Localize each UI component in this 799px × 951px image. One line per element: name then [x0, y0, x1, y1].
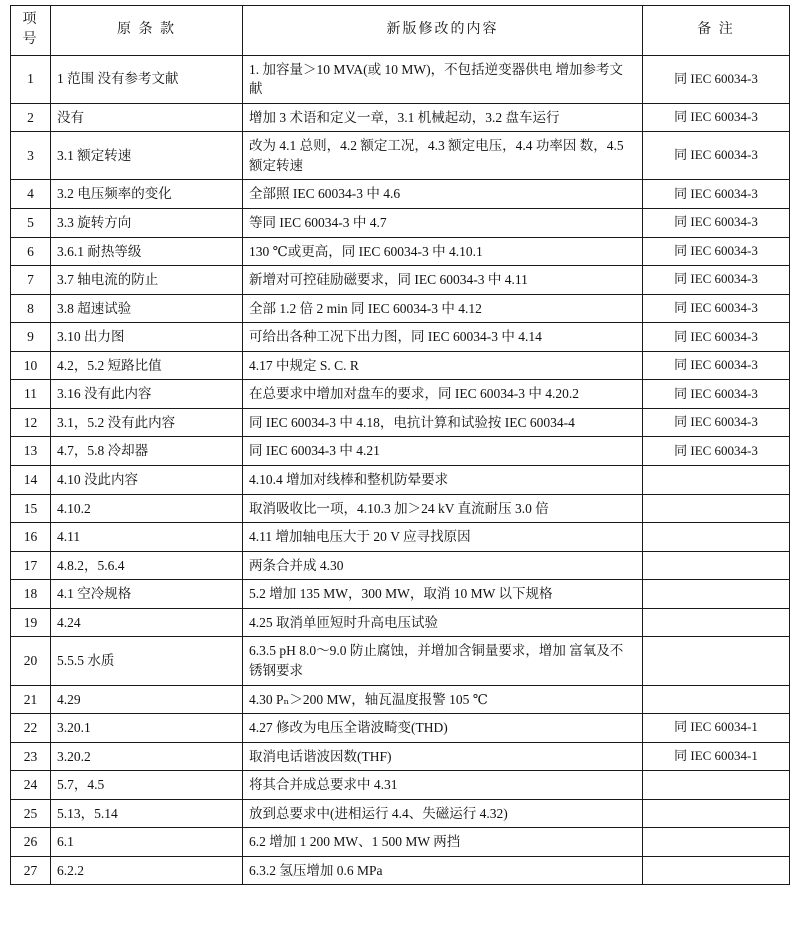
cell-original-clause — [51, 771, 243, 800]
cell-original-clause-text: 4.1 空冷规格 — [57, 586, 132, 602]
cell-item-number-text: 6 — [27, 243, 34, 259]
cell-item-number-text: 23 — [23, 748, 38, 764]
cell-remark-text: 同 IEC 60034-3 — [674, 70, 758, 86]
cell-remark-text: 同 IEC 60034-3 — [674, 271, 758, 287]
cell-item-number-text: 8 — [27, 300, 34, 316]
cell-original-clause — [51, 828, 243, 857]
cell-remark-text: 同 IEC 60034-3 — [674, 328, 758, 344]
cell-modified-content-text: 新增对可控硅励磁要求，同 IEC 60034-3 中 4.11 — [249, 272, 528, 288]
cell-modified-content-text: 4.27 修改为电压全谐波畸变(THD) — [249, 720, 448, 736]
cell-modified-content — [243, 637, 643, 685]
cell-remark — [643, 294, 790, 323]
cell-modified-content — [243, 55, 643, 103]
cell-item-number — [11, 408, 51, 437]
cell-modified-content-text: 取消吸收比一项，4.10.3 加＞24 kV 直流耐压 3.0 倍 — [249, 500, 549, 516]
cell-remark — [643, 208, 790, 237]
cell-item-number-text: 12 — [23, 414, 38, 430]
table-row — [11, 380, 790, 409]
table-row — [11, 180, 790, 209]
cell-item-number-text: 21 — [23, 691, 38, 707]
column-header-remarks: 备 注 — [643, 6, 790, 56]
cell-modified-content-text: 1. 加容量＞10 MVA(或 10 MW)，不包括逆变器供电 增加参考文献 — [249, 61, 623, 97]
cell-original-clause-text: 3.3 旋转方向 — [57, 214, 132, 230]
table-row — [11, 103, 790, 132]
cell-remark — [643, 237, 790, 266]
cell-original-clause — [51, 685, 243, 714]
table-row — [11, 714, 790, 743]
table-row — [11, 408, 790, 437]
cell-item-number-text: 5 — [27, 214, 34, 230]
table-row — [11, 266, 790, 295]
cell-item-number — [11, 580, 51, 609]
cell-remark-text: 同 IEC 60034-3 — [674, 442, 758, 458]
cell-original-clause — [51, 714, 243, 743]
cell-remark — [643, 132, 790, 180]
cell-modified-content-text: 4.30 Pₙ＞200 MW，轴瓦温度报警 105 ℃ — [249, 691, 488, 707]
cell-original-clause — [51, 799, 243, 828]
cell-item-number — [11, 437, 51, 466]
cell-modified-content-text: 4.11 增加轴电压大于 20 V 应寻找原因 — [249, 529, 471, 545]
cell-remark — [643, 608, 790, 637]
cell-original-clause-text: 3.7 轴电流的防止 — [57, 272, 159, 288]
cell-modified-content — [243, 714, 643, 743]
table-row — [11, 208, 790, 237]
cell-modified-content — [243, 856, 643, 885]
cell-original-clause-text: 3.2 电压频率的变化 — [57, 186, 172, 202]
cell-item-number-text: 19 — [23, 614, 38, 630]
cell-remark — [643, 437, 790, 466]
table-row — [11, 551, 790, 580]
cell-item-number — [11, 742, 51, 771]
cell-original-clause-text: 6.2.2 — [57, 862, 84, 878]
cell-modified-content — [243, 580, 643, 609]
cell-original-clause — [51, 132, 243, 180]
cell-remark — [643, 466, 790, 495]
cell-modified-content — [243, 132, 643, 180]
cell-original-clause-text: 4.29 — [57, 691, 81, 707]
cell-item-number-text: 9 — [27, 329, 34, 345]
cell-remark — [643, 551, 790, 580]
cell-item-number — [11, 494, 51, 523]
cell-modified-content — [243, 408, 643, 437]
cell-remark — [643, 351, 790, 380]
cell-original-clause — [51, 294, 243, 323]
cell-remark — [643, 494, 790, 523]
cell-modified-content — [243, 771, 643, 800]
cell-original-clause-text: 4.11 — [57, 529, 81, 545]
cell-modified-content — [243, 237, 643, 266]
table-row — [11, 323, 790, 352]
cell-remark — [643, 799, 790, 828]
cell-modified-content-text: 可给出各种工况下出力图，同 IEC 60034-3 中 4.14 — [249, 329, 542, 345]
cell-modified-content-text: 取消电话谐波因数(THF) — [249, 748, 392, 764]
cell-item-number — [11, 856, 51, 885]
cell-original-clause-text: 1 范围 没有参考文献 — [57, 71, 179, 87]
cell-modified-content-text: 等同 IEC 60034-3 中 4.7 — [249, 214, 387, 230]
cell-original-clause — [51, 55, 243, 103]
cell-remark-text: 同 IEC 60034-1 — [674, 748, 758, 764]
cell-item-number — [11, 551, 51, 580]
cell-item-number — [11, 380, 51, 409]
column-header-no: 项号 — [11, 6, 51, 56]
cell-modified-content-text: 6.3.5 pH 8.0～9.0 防止腐蚀，并增加含铜量要求，增加 富氧及不锈钢要求 — [249, 643, 624, 678]
cell-item-number-text: 7 — [27, 272, 34, 288]
cell-modified-content — [243, 466, 643, 495]
cell-remark-text: 同 IEC 60034-3 — [674, 147, 758, 163]
cell-remark — [643, 771, 790, 800]
cell-item-number — [11, 180, 51, 209]
cell-modified-content-text: 4.25 取消单匝短时升高电压试验 — [249, 614, 438, 630]
cell-modified-content — [243, 351, 643, 380]
cell-original-clause — [51, 103, 243, 132]
cell-remark-text: 同 IEC 60034-1 — [674, 719, 758, 735]
cell-remark-text: 同 IEC 60034-3 — [674, 185, 758, 201]
cell-item-number — [11, 714, 51, 743]
cell-modified-content — [243, 608, 643, 637]
cell-modified-content-text: 改为 4.1 总则，4.2 额定工况，4.3 额定电压，4.4 功率因 数，4.5 额定转速 — [249, 138, 624, 173]
cell-modified-content — [243, 494, 643, 523]
cell-remark-text: 同 IEC 60034-3 — [674, 109, 758, 125]
cell-item-number-text: 22 — [23, 720, 38, 736]
cell-original-clause-text: 没有 — [57, 109, 84, 125]
cell-remark — [643, 742, 790, 771]
cell-item-number-text: 10 — [23, 357, 38, 373]
cell-modified-content — [243, 437, 643, 466]
column-header-original-clause: 原 条 款 — [51, 6, 243, 56]
cell-remark — [643, 380, 790, 409]
cell-modified-content — [243, 828, 643, 857]
cell-original-clause — [51, 380, 243, 409]
cell-original-clause-text: 5.5.5 水质 — [57, 653, 115, 669]
cell-modified-content — [243, 551, 643, 580]
cell-original-clause-text: 3.1，5.2 没有此内容 — [57, 414, 176, 430]
cell-remark — [643, 685, 790, 714]
cell-modified-content — [243, 323, 643, 352]
cell-item-number — [11, 351, 51, 380]
cell-original-clause-text: 6.1 — [57, 834, 74, 850]
cell-modified-content-text: 同 IEC 60034-3 中 4.18，电抗计算和试验按 IEC 60034-4 — [249, 414, 575, 430]
cell-modified-content-text: 在总要求中增加对盘车的要求，同 IEC 60034-3 中 4.20.2 — [249, 386, 579, 402]
cell-modified-content-text: 6.2 增加 1 200 MW、1 500 MW 两挡 — [249, 834, 461, 850]
cell-item-number-text: 26 — [23, 834, 38, 850]
table-row — [11, 742, 790, 771]
cell-item-number — [11, 103, 51, 132]
cell-original-clause-text: 5.7，4.5 — [57, 777, 105, 793]
cell-original-clause — [51, 466, 243, 495]
cell-original-clause-text: 4.8.2，5.6.4 — [57, 557, 125, 573]
table-row — [11, 494, 790, 523]
cell-remark-text: 同 IEC 60034-3 — [674, 214, 758, 230]
cell-item-number — [11, 466, 51, 495]
table-row — [11, 523, 790, 552]
table-row — [11, 685, 790, 714]
cell-modified-content-text: 增加 3 术语和定义一章，3.1 机械起动，3.2 盘车运行 — [249, 109, 560, 125]
cell-item-number — [11, 208, 51, 237]
table-row — [11, 856, 790, 885]
cell-remark — [643, 523, 790, 552]
cell-modified-content — [243, 294, 643, 323]
cell-original-clause — [51, 237, 243, 266]
table-row — [11, 771, 790, 800]
cell-modified-content-text: 将其合并成总要求中 4.31 — [249, 777, 398, 793]
cell-item-number — [11, 771, 51, 800]
table-row — [11, 466, 790, 495]
table-row — [11, 351, 790, 380]
cell-original-clause — [51, 637, 243, 685]
cell-original-clause — [51, 351, 243, 380]
cell-original-clause — [51, 742, 243, 771]
cell-remark — [643, 55, 790, 103]
cell-remark — [643, 408, 790, 437]
cell-modified-content-text: 4.17 中规定 S. C. R — [249, 357, 359, 373]
table-row — [11, 55, 790, 103]
cell-modified-content-text: 放到总要求中(进相运行 4.4、失磁运行 4.32) — [249, 805, 508, 821]
table-row — [11, 580, 790, 609]
cell-original-clause-text: 4.10.2 — [57, 500, 91, 516]
cell-modified-content-text: 4.10.4 增加对线棒和整机防晕要求 — [249, 472, 449, 488]
table-row — [11, 237, 790, 266]
cell-original-clause — [51, 323, 243, 352]
cell-remark — [643, 580, 790, 609]
cell-original-clause-text: 5.13，5.14 — [57, 805, 118, 821]
cell-remark — [643, 714, 790, 743]
cell-remark-text: 同 IEC 60034-3 — [674, 300, 758, 316]
cell-original-clause — [51, 494, 243, 523]
table-row — [11, 637, 790, 685]
cell-modified-content — [243, 685, 643, 714]
cell-item-number — [11, 685, 51, 714]
cell-original-clause — [51, 180, 243, 209]
cell-modified-content-text: 全部 1.2 倍 2 min 同 IEC 60034-3 中 4.12 — [249, 300, 482, 316]
cell-item-number-text: 13 — [23, 443, 38, 459]
cell-item-number-text: 16 — [23, 529, 38, 545]
cell-original-clause — [51, 580, 243, 609]
cell-original-clause — [51, 608, 243, 637]
cell-original-clause-text: 4.10 没此内容 — [57, 472, 138, 488]
cell-modified-content — [243, 208, 643, 237]
cell-remark-text: 同 IEC 60034-3 — [674, 414, 758, 430]
cell-original-clause — [51, 551, 243, 580]
cell-remark — [643, 637, 790, 685]
cell-original-clause-text: 4.2，5.2 短路比值 — [57, 357, 162, 373]
table-body — [11, 55, 790, 885]
cell-modified-content — [243, 523, 643, 552]
cell-original-clause-text: 3.16 没有此内容 — [57, 386, 152, 402]
header-row — [11, 6, 790, 56]
cell-item-number — [11, 799, 51, 828]
table-row — [11, 608, 790, 637]
cell-original-clause — [51, 523, 243, 552]
cell-item-number-text: 18 — [23, 586, 38, 602]
cell-original-clause-text: 3.8 超速试验 — [57, 300, 132, 316]
table-header — [11, 6, 790, 56]
table-row — [11, 132, 790, 180]
cell-modified-content-text: 同 IEC 60034-3 中 4.21 — [249, 443, 380, 459]
cell-original-clause — [51, 408, 243, 437]
cell-item-number — [11, 266, 51, 295]
cell-modified-content-text: 6.3.2 氢压增加 0.6 MPa — [249, 862, 383, 878]
cell-item-number-text: 14 — [23, 472, 38, 488]
cell-remark — [643, 856, 790, 885]
cell-modified-content — [243, 180, 643, 209]
cell-item-number-text: 4 — [27, 186, 34, 202]
cell-item-number — [11, 523, 51, 552]
cell-item-number-text: 1 — [27, 71, 34, 87]
cell-item-number-text: 2 — [27, 109, 34, 125]
cell-original-clause-text: 3.1 额定转速 — [57, 148, 132, 164]
cell-item-number-text: 17 — [23, 557, 38, 573]
cell-modified-content — [243, 799, 643, 828]
cell-modified-content — [243, 103, 643, 132]
cell-item-number-text: 24 — [23, 777, 38, 793]
cell-original-clause — [51, 437, 243, 466]
cell-item-number — [11, 132, 51, 180]
table-row — [11, 799, 790, 828]
comparison-table — [10, 5, 790, 885]
cell-item-number-text: 11 — [24, 386, 37, 402]
cell-remark-text: 同 IEC 60034-3 — [674, 357, 758, 373]
table-row — [11, 828, 790, 857]
cell-item-number-text: 3 — [27, 148, 34, 164]
cell-original-clause-text: 4.24 — [57, 614, 81, 630]
cell-remark — [643, 323, 790, 352]
cell-item-number — [11, 55, 51, 103]
cell-modified-content-text: 全部照 IEC 60034-3 中 4.6 — [249, 186, 401, 202]
cell-modified-content — [243, 266, 643, 295]
cell-item-number-text: 15 — [23, 500, 38, 516]
table-row — [11, 437, 790, 466]
cell-item-number — [11, 828, 51, 857]
cell-modified-content — [243, 742, 643, 771]
cell-item-number — [11, 608, 51, 637]
cell-original-clause — [51, 856, 243, 885]
cell-original-clause-text: 3.10 出力图 — [57, 329, 125, 345]
cell-remark-text: 同 IEC 60034-3 — [674, 242, 758, 258]
cell-item-number — [11, 323, 51, 352]
cell-modified-content — [243, 380, 643, 409]
column-header-modified-content: 新版修改的内容 — [243, 6, 643, 56]
cell-item-number-text: 25 — [23, 805, 38, 821]
cell-original-clause-text: 4.7，5.8 冷却器 — [57, 443, 149, 459]
cell-original-clause — [51, 266, 243, 295]
cell-remark — [643, 828, 790, 857]
cell-original-clause-text: 3.20.1 — [57, 720, 91, 736]
cell-remark — [643, 103, 790, 132]
cell-remark-text: 同 IEC 60034-3 — [674, 385, 758, 401]
cell-modified-content-text: 两条合并成 4.30 — [249, 557, 344, 573]
cell-original-clause — [51, 208, 243, 237]
cell-modified-content-text: 5.2 增加 135 MW，300 MW，取消 10 MW 以下规格 — [249, 586, 553, 602]
cell-item-number-text: 27 — [23, 862, 38, 878]
cell-original-clause-text: 3.20.2 — [57, 748, 91, 764]
cell-original-clause-text: 3.6.1 耐热等级 — [57, 243, 142, 259]
cell-remark — [643, 180, 790, 209]
cell-item-number-text: 20 — [23, 653, 38, 669]
cell-item-number — [11, 237, 51, 266]
cell-item-number — [11, 294, 51, 323]
cell-modified-content-text: 130 ℃或更高，同 IEC 60034-3 中 4.10.1 — [249, 243, 483, 259]
cell-item-number — [11, 637, 51, 685]
table-row — [11, 294, 790, 323]
cell-remark — [643, 266, 790, 295]
